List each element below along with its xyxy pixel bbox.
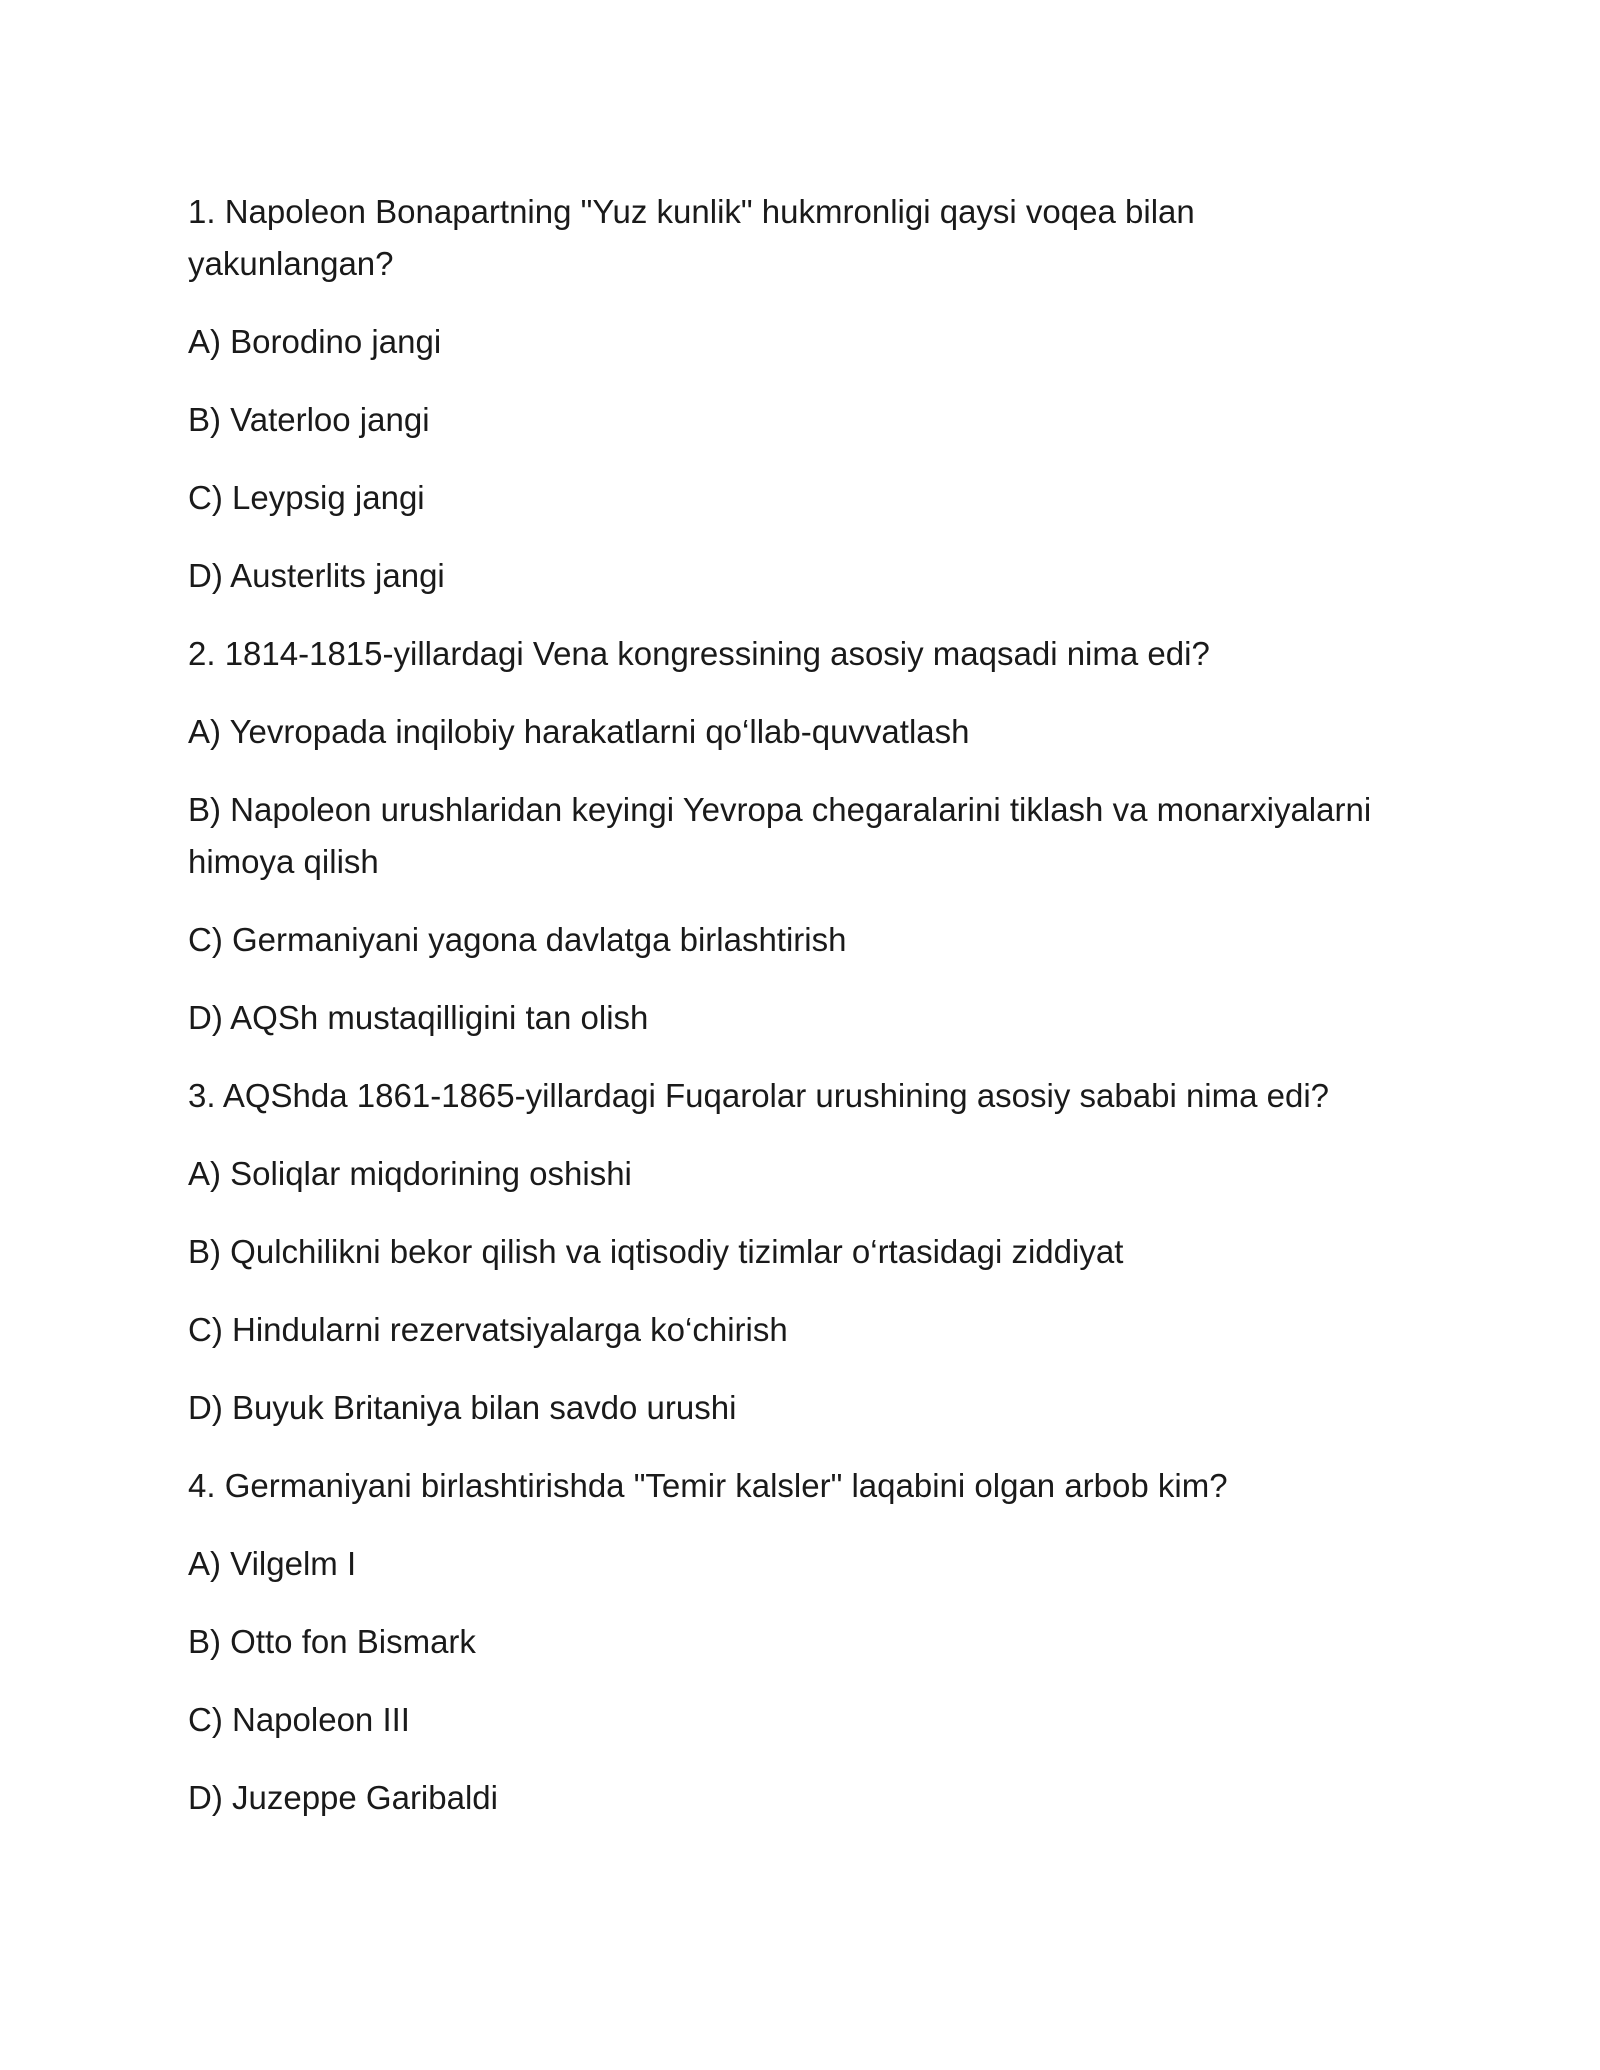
question-1-option-b: B) Vaterloo jangi [188,401,430,438]
question-1-option-c: C) Leypsig jangi [188,479,425,516]
question-3-option-b: B) Qulchilikni bekor qilish va iqtisodiy tizimlar o‘rtasidagi ziddiyat [188,1233,1124,1270]
question-2: 2. 1814-1815-yillardagi Vena kongressining asosiy maqsadi nima edi? [188,635,1210,672]
question-2-option-c: C) Germaniyani yagona davlatga birlashtirish [188,921,847,958]
quiz-content [188,186,1418,1850]
question-4-option-b: B) Otto fon Bismark [188,1623,476,1660]
question-1-option-d: D) Austerlits jangi [188,557,445,594]
question-4-option-a: A) Vilgelm I [188,1545,357,1582]
question-4: 4. Germaniyani birlashtirishda "Temir kalsler" laqabini olgan arbob kim? [188,1467,1228,1504]
question-2-option-a: A) Yevropada inqilobiy harakatlarni qo‘llab-quvvatlash [188,713,970,750]
question-3-option-d: D) Buyuk Britaniya bilan savdo urushi [188,1389,737,1426]
question-1: 1. Napoleon Bonapartning "Yuz kunlik" hukmronligi qaysi voqea bilan yakunlangan? [188,193,1195,282]
question-2-option-d: D) AQSh mustaqilligini tan olish [188,999,649,1036]
question-4-option-c: C) Napoleon III [188,1701,410,1738]
question-3: 3. AQShda 1861-1865-yillardagi Fuqarolar urushining asosiy sababi nima edi? [188,1077,1330,1114]
question-3-option-c: C) Hindularni rezervatsiyalarga ko‘chirish [188,1311,788,1348]
question-4-option-d: D) Juzeppe Garibaldi [188,1779,498,1816]
question-2-option-b: B) Napoleon urushlaridan keyingi Yevropa chegaralarini tiklash va monarxiyalarni himoya qilish [188,791,1372,880]
question-1-option-a: A) Borodino jangi [188,323,442,360]
question-3-option-a: A) Soliqlar miqdorining oshishi [188,1155,632,1192]
